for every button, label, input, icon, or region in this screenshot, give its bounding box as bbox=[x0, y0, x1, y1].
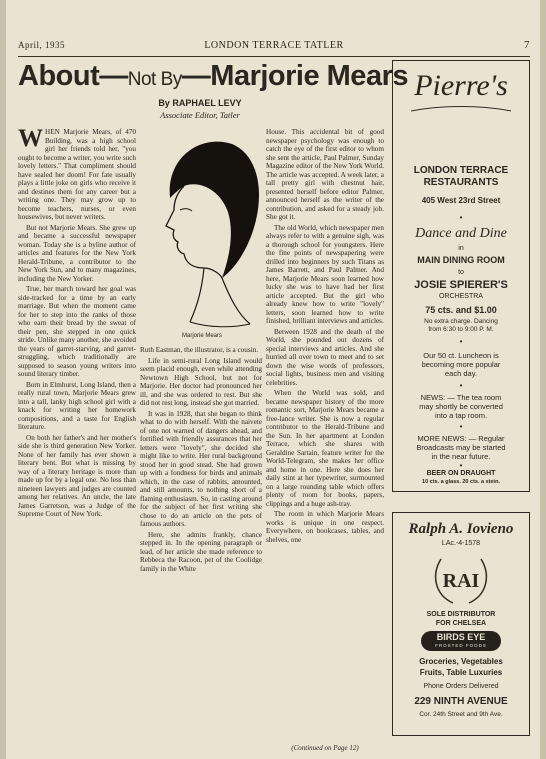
monogram-wreath-icon bbox=[431, 551, 491, 607]
bullet-separator: • bbox=[459, 422, 463, 431]
article-paragraph: Life in semi-rural Long Island would seem placid enough, even while attending Newtown High School, but not for Marjorie. Her doctor had pronounced her ill, and she was ordered to rest. But she did not rest long, instead she got married. bbox=[140, 356, 262, 407]
eye-line bbox=[180, 209, 192, 211]
article-paragraph: The room in which Marjorie Mears works is unique in one respect. Everywhere, on bookcases, tables, and shelves, one bbox=[266, 510, 384, 544]
page-header bbox=[18, 40, 530, 54]
dance-and-dine: Dance and Dine bbox=[415, 226, 507, 241]
header-rule bbox=[18, 56, 530, 57]
more-news-line-1: MORE NEWS: — Regular bbox=[417, 434, 505, 443]
brand-subtitle: FROSTED FOODS bbox=[435, 643, 487, 648]
to-label: to bbox=[458, 269, 464, 276]
article-paragraph: It was in 1928, that she began to think what to do with herself. With the naivete of one not warned of dangers ahead, and fortified with friendly assurances that her letters were "lovely", she decided she might like to write. Her rural background stood her in good stead. She had grown up with a fondness for birds and animals which, in the case of rabbits, amounted, and still amounts, to nothing short of a flaming enthusiasm. So, in casting around for the subject of her first writing she chose to do an article on the pets of famous authors. bbox=[140, 409, 262, 528]
portrait-illustration bbox=[140, 128, 264, 344]
birds-eye-logo bbox=[421, 631, 501, 651]
iovieno-grocery-ad bbox=[392, 512, 530, 736]
brand-name: BIRDS EYE bbox=[436, 632, 486, 642]
beer-price-1: 10 cts. a glass. 20 cts. a stein. bbox=[422, 479, 500, 485]
title-dash-2: — bbox=[181, 60, 211, 92]
article-byline: By RAPHAEL LEVY bbox=[158, 98, 242, 108]
restaurant-name-1: LONDON TERRACE bbox=[413, 165, 509, 176]
orchestra-name: JOSIE SPIERER'S bbox=[414, 279, 508, 291]
article-column-1 bbox=[18, 128, 136, 748]
bullet-separator: • bbox=[459, 461, 463, 470]
article-paragraph: The old World, which newspaper men always refer to with a genuine sigh, was a thorough school for youngsters. Here the fine points of newspapering were drilled into beginners by such Titans as James Barrett, and Paul Palmer. And here, Marjorie Mears soon learned how lucky she was to have had her first article accepted. But the girl who already knew how to write "lovely" letters, soon learned how to write finished, brilliant interviews and articles. bbox=[266, 223, 384, 325]
article-paragraph: True, her march toward her goal was side-tracked for a time by an early marriage. But when the moment came for her to step into the ranks of those who earn their bread by the sweat of their pen, she stepped in one quick stride. Unlike many another, she avoided the years of garret-starving, and garret-struggling, which traditionally are supposed to season young writers into sound literary timber. bbox=[18, 285, 136, 378]
luncheon-line-3: each day. bbox=[445, 369, 477, 378]
cover-price: 75 cts. and $1.00 bbox=[425, 305, 497, 315]
hair-shape bbox=[170, 142, 259, 278]
goods-line-1: Groceries, Vegetables bbox=[419, 657, 503, 666]
article-paragraph: WHEN Marjorie Mears, of 470 Building, was a high school girl her friends told her, "you ought to become a writer, you write such lovely letters." That compliment should have sealed her doom! For fate usually plays a little joke on girls who receive it and destines them for any career but a writing one. They may grow up to become teachers, nurses, or even housewives, but never writers. bbox=[18, 128, 136, 221]
main-dining-room: MAIN DINING ROOM bbox=[417, 255, 505, 265]
article-paragraph: Ruth Eastman, the illustrator, is a cousin. bbox=[140, 346, 259, 354]
bullet-separator: • bbox=[459, 337, 463, 346]
article-paragraph: But not Marjorie Mears. She grew up and became a successful newspaper woman. Today she is a byline author of articles and features for the New York Herald-Tribune, a contributor to the New York Sun, and to many magazines, including the New Yorker. bbox=[18, 223, 136, 283]
orchestra-label: ORCHESTRA bbox=[439, 293, 483, 300]
news-line-3: into a tap room. bbox=[434, 411, 488, 420]
face-profile bbox=[166, 186, 222, 278]
grocer-corner: Cor. 24th Street and 9th Ave. bbox=[419, 711, 503, 718]
shoulder-line bbox=[190, 322, 250, 327]
neck-line bbox=[190, 268, 204, 322]
pierres-restaurant-ad bbox=[392, 60, 530, 492]
more-news-line-3: in the near future. bbox=[431, 452, 491, 461]
restaurant-address: 405 West 23rd Street bbox=[421, 196, 501, 205]
beer-on-draught: BEER ON DRAUGHT bbox=[426, 470, 496, 477]
luncheon-line-1: Our 50 ct. Luncheon is bbox=[423, 351, 499, 360]
news-line-1: NEWS: — The tea room bbox=[420, 393, 502, 402]
in-label: in bbox=[458, 245, 464, 252]
article-paragraph: When the World was sold, and became newspaper history of the more romantic sort, Marjorie Mears became a free-lance writer. She is now a regular contributor to the Herald-Tribune and the Sun. In her apartment at London Terrace, which she shares with Geraldine Sartain, feature writer for the World-Telegram, she makes her office and home in one. Here she does her daily stint at her typewriter, surmounted on a large rounding table which offers plenty of room for books, papers, clippings and a huge ash-tray. bbox=[266, 389, 384, 508]
luncheon-line-2: becoming more popular bbox=[421, 360, 501, 369]
grocer-address: 229 NINTH AVENUE bbox=[414, 696, 508, 707]
article-paragraph: House. This accidental bit of good newspaper psychology was enough to catch the eye of the first editor to whom she sent the article, Paul Palmer, Sunday Magazine editor of the New York World. The article was accepted. A week later, a tall pretty girl with chestnut hair, presented herself before editor Palmer, announced herself as the writer of the contribution, and asked for a steady job. She got it. bbox=[266, 128, 384, 221]
title-part-not-by: Not By bbox=[127, 69, 182, 90]
bullet-separator: • bbox=[459, 213, 463, 222]
drop-cap: W bbox=[18, 128, 43, 152]
news-line-2: may shortly be converted bbox=[419, 402, 503, 411]
author-role: Associate Editor, Tatler bbox=[160, 110, 240, 120]
portrait-caption: Marjorie Mears bbox=[181, 333, 222, 339]
logo-flourish bbox=[411, 105, 511, 113]
article-paragraph: Born in Elmhurst, Long Island, then a really rural town, Marjorie Mears grew into a tall, lanky high school girl with a knack for writing her homework compositions, and a taste for English literature. bbox=[18, 380, 136, 431]
article-paragraph: Here, she admits frankly, chance stepped in. In the opening paragraph or lead, of her article she made reference to Rebbeca the Racoon, pet of the Coolidge family in the White bbox=[140, 530, 262, 573]
title-part-name: Marjorie Mears bbox=[210, 60, 408, 92]
goods-line-2: Fruits, Table Luxuries bbox=[419, 668, 503, 677]
issue-date: April, 1935 bbox=[18, 40, 65, 50]
page-number: 7 bbox=[524, 39, 530, 51]
article-column-3 bbox=[266, 128, 384, 748]
article-title bbox=[18, 60, 408, 93]
phone-orders: Phone Orders Delivered bbox=[423, 683, 499, 690]
distributor-line-1: SOLE DISTRIBUTOR bbox=[426, 611, 496, 618]
bullet-separator: • bbox=[459, 381, 463, 390]
continued-notice: (Continued on Page 12) bbox=[291, 744, 359, 752]
distributor-line-2: FOR CHELSEA bbox=[435, 620, 487, 627]
article-column-2 bbox=[140, 346, 262, 748]
grocer-name: Ralph A. Iovieno bbox=[408, 521, 514, 537]
grocer-phone: LAc.-4-1578 bbox=[441, 540, 481, 547]
magazine-name: LONDON TERRACE TATLER bbox=[204, 40, 344, 51]
collar-line bbox=[222, 278, 250, 324]
title-part-about: About bbox=[18, 60, 100, 92]
cover-note-2: from 6:30 to 9:00 P. M. bbox=[428, 326, 494, 333]
title-dash-1: — bbox=[99, 60, 128, 92]
more-news-line-2: Broadcasts may be started bbox=[416, 443, 506, 452]
monogram-text: RAI bbox=[442, 570, 480, 592]
cover-note-1: No extra charge. Dancing bbox=[424, 318, 498, 325]
article-paragraph: On both her father's and her mother's side she is third generation New Yorker. None of her family has ever shown a literary bent. But what is missing by way of a literary heritage is more than made up for by a legal one. No less than nineteen lawyers and judges are counted among her relatives. An uncle, the late James Garretson, was a Judge of the Supreme Court of New York. bbox=[18, 433, 136, 518]
magazine-page bbox=[6, 0, 540, 759]
pierres-logo: Pierre's bbox=[414, 69, 508, 102]
restaurant-name-2: RESTAURANTS bbox=[423, 177, 499, 188]
article-paragraph: Between 1928 and the death of the World, she pounded out dozens of special interviews and articles. And she hurried all over town to meet and to set down the wise words of professors, social lights, business men and visiting celebrities. bbox=[266, 327, 384, 387]
